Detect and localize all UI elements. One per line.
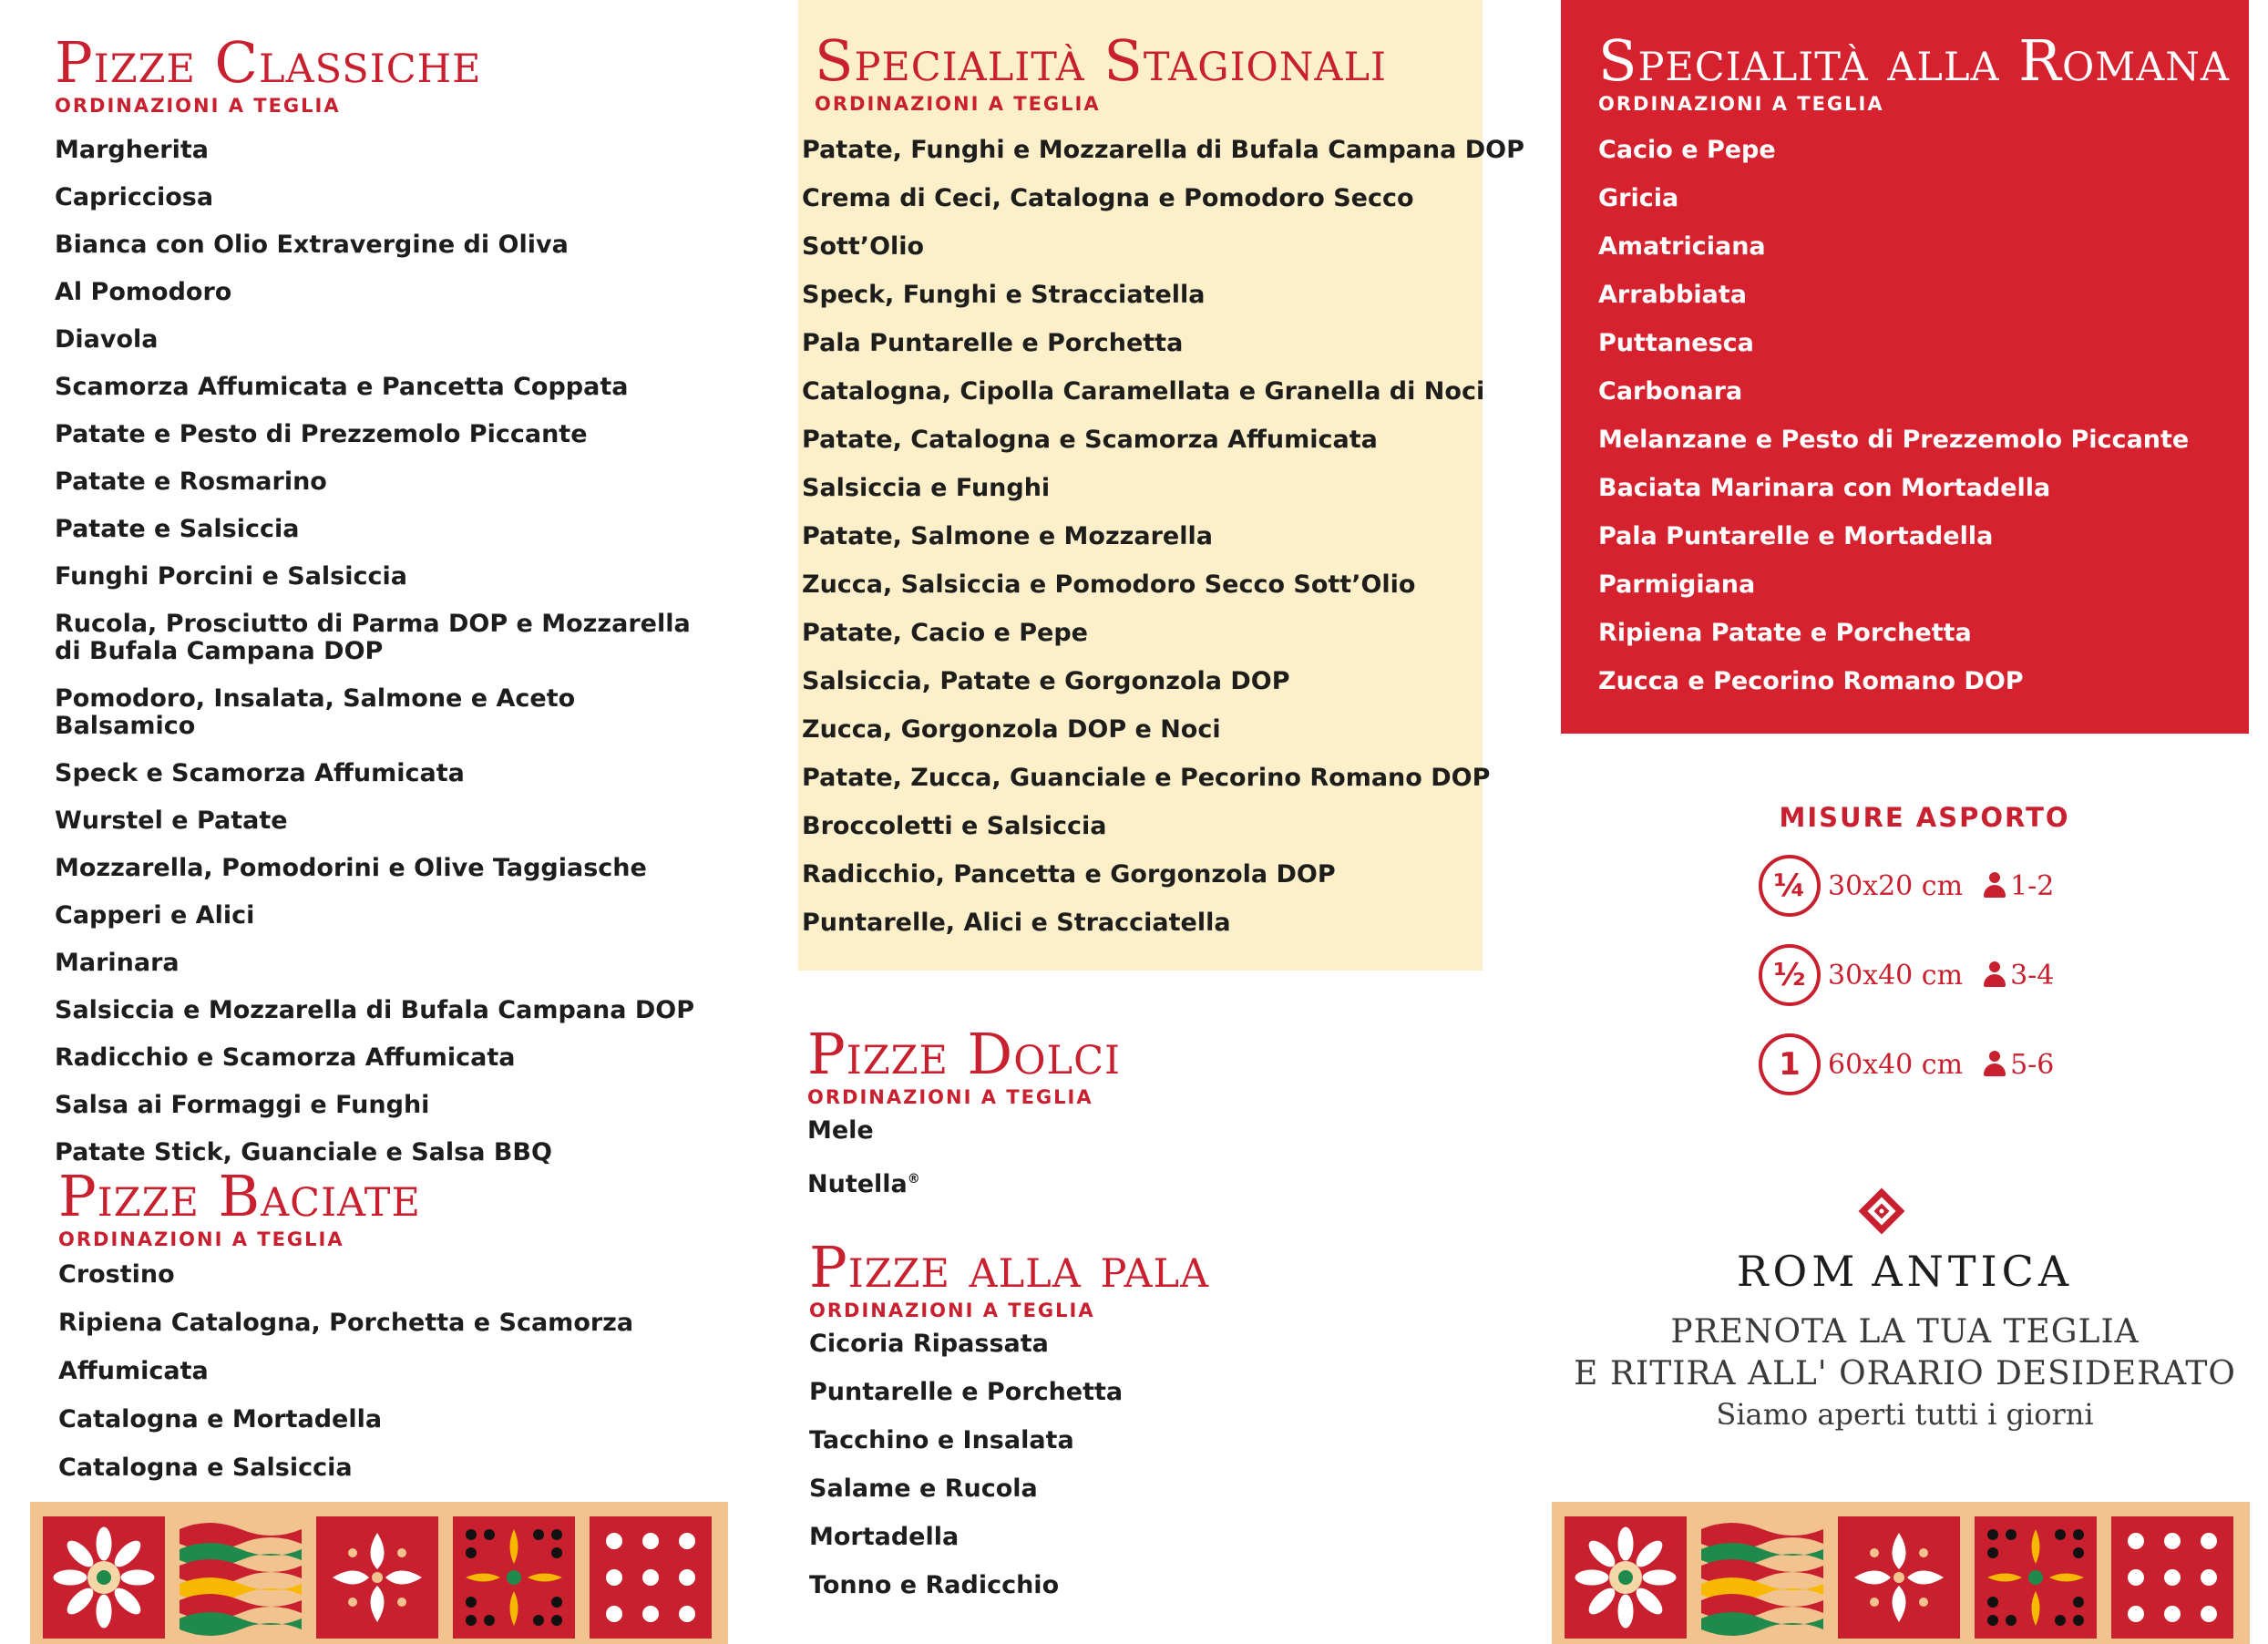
section-title: Pizze Classiche bbox=[55, 29, 482, 96]
menu-item: Arrabbiata bbox=[1598, 281, 1748, 309]
logo-diamond-icon bbox=[1855, 1185, 1908, 1238]
menu-item: Cacio e Pepe bbox=[1598, 136, 1776, 164]
misure-title: MISURE ASPORTO bbox=[1779, 802, 2070, 833]
menu-item-label: Nutella bbox=[807, 1170, 908, 1198]
menu-item-label: Mele bbox=[807, 1116, 874, 1145]
menu-item: Pala Puntarelle e Porchetta bbox=[802, 329, 1184, 357]
size-row bbox=[1759, 939, 2105, 1012]
menu-item: Radicchio, Pancetta e Gorgonzola DOP bbox=[802, 860, 1336, 889]
menu-item: Pomodoro, Insalata, Salmone e Aceto Balsamico bbox=[55, 684, 576, 740]
menu-item: Funghi Porcini e Salsiccia bbox=[55, 562, 407, 591]
section-pizze-alla-pala bbox=[809, 1234, 1447, 1620]
section-subtitle: ORDINAZIONI A TEGLIA bbox=[809, 1300, 1095, 1321]
menu-item: Catalogna e Mortadella bbox=[58, 1405, 383, 1433]
menu-item: Patate e Pesto di Prezzemolo Piccante bbox=[55, 420, 588, 448]
logo-wordmark bbox=[1561, 1230, 2249, 1300]
petal-tile-icon bbox=[1838, 1516, 1960, 1639]
white-dots-tile-icon bbox=[590, 1516, 712, 1639]
menu-item: Zucca, Gorgonzola DOP e Noci bbox=[802, 715, 1221, 744]
dots-cross-tile-icon bbox=[453, 1516, 575, 1639]
size-people: 5-6 bbox=[2010, 1048, 2055, 1081]
menu-item: Mortadella bbox=[809, 1523, 960, 1551]
size-dimensions: 30x40 cm bbox=[1828, 959, 1964, 992]
menu-item: Margherita bbox=[55, 136, 209, 164]
logo-text-left: rom bbox=[1736, 1230, 1860, 1300]
flower-tile-icon bbox=[1565, 1516, 1687, 1639]
menu-item: Patate, Zucca, Guanciale e Pecorino Romano DOP bbox=[802, 764, 1491, 792]
menu-item bbox=[807, 1117, 1445, 1145]
menu-item: Speck e Scamorza Affumicata bbox=[55, 759, 465, 787]
wave-tile-icon bbox=[1701, 1516, 1823, 1639]
menu-item: Salsa ai Formaggi e Funghi bbox=[55, 1091, 430, 1119]
menu-item: Salsiccia e Funghi bbox=[802, 474, 1051, 502]
section-subtitle: ORDINAZIONI A TEGLIA bbox=[55, 95, 341, 117]
registered-mark: ® bbox=[907, 1172, 920, 1187]
menu-item bbox=[807, 1166, 1445, 1198]
section-specialita-romana bbox=[1598, 27, 2236, 716]
tagline-2: E RITIRA ALL' ORARIO DESIDERATO bbox=[1574, 1355, 2236, 1392]
tagline-1: PRENOTA LA TUA TEGLIA bbox=[1670, 1313, 2140, 1351]
logo-text-right: antica bbox=[1872, 1230, 2074, 1300]
section-title: Specialità Stagionali bbox=[815, 27, 1388, 94]
menu-list bbox=[1598, 137, 2236, 695]
menu-item: Puttanesca bbox=[1598, 329, 1754, 357]
menu-item: Pala Puntarelle e Mortadella bbox=[1598, 522, 1994, 550]
section-pizze-baciate bbox=[58, 1163, 714, 1503]
menu-item: Scamorza Affumicata e Pancetta Coppata bbox=[55, 373, 629, 401]
brand-block bbox=[1561, 1185, 2249, 1432]
person-icon bbox=[1983, 1051, 2006, 1078]
menu-item: Melanzane e Pesto di Prezzemolo Piccante bbox=[1598, 426, 2190, 454]
size-people: 1-2 bbox=[2010, 869, 2055, 902]
section-title: Pizze Baciate bbox=[58, 1163, 421, 1229]
person-icon bbox=[1983, 961, 2006, 989]
menu-item: Salame e Rucola bbox=[809, 1474, 1038, 1503]
menu-list bbox=[807, 1117, 1445, 1198]
menu-item: Salsiccia, Patate e Gorgonzola DOP bbox=[802, 667, 1290, 695]
menu-item: Broccoletti e Salsiccia bbox=[802, 812, 1107, 840]
petal-tile-icon bbox=[316, 1516, 438, 1639]
menu-item: Patate, Funghi e Mozzarella di Bufala Campana DOP bbox=[802, 136, 1524, 164]
section-title: Specialità alla Romana bbox=[1598, 27, 2230, 94]
menu-item: Wurstel e Patate bbox=[55, 807, 288, 835]
menu-item: Puntarelle, Alici e Stracciatella bbox=[802, 909, 1231, 937]
flower-tile-icon bbox=[43, 1516, 165, 1639]
section-pizze-classiche bbox=[55, 29, 711, 1187]
menu-item: Zucca, Salsiccia e Pomodoro Secco Sott’Olio bbox=[802, 570, 1416, 599]
decorative-tile-strip bbox=[1552, 1502, 2250, 1644]
section-misure-asporto bbox=[1759, 802, 2105, 1101]
tagline-3: Siamo aperti tutti i giorni bbox=[1716, 1397, 2094, 1432]
size-fraction-badge: 1 bbox=[1759, 1033, 1821, 1095]
section-pizze-dolci bbox=[807, 1021, 1445, 1219]
size-dimensions: 60x40 cm bbox=[1828, 1048, 1964, 1081]
menu-item: Patate, Cacio e Pepe bbox=[802, 619, 1088, 647]
size-row bbox=[1759, 849, 2105, 922]
section-subtitle: ORDINAZIONI A TEGLIA bbox=[1598, 93, 1884, 115]
section-subtitle: ORDINAZIONI A TEGLIA bbox=[58, 1228, 344, 1250]
menu-item: Carbonara bbox=[1598, 377, 1743, 406]
size-fraction-badge: ¼ bbox=[1759, 855, 1821, 917]
section-subtitle: ORDINAZIONI A TEGLIA bbox=[807, 1086, 1093, 1108]
menu-item: Crema di Ceci, Catalogna e Pomodoro Secco bbox=[802, 184, 1414, 212]
menu-list bbox=[809, 1331, 1447, 1599]
dots-cross-tile-icon bbox=[1975, 1516, 2097, 1639]
menu-item: Patate e Salsiccia bbox=[55, 515, 300, 543]
menu-item: Marinara bbox=[55, 949, 180, 977]
menu-item: Gricia bbox=[1598, 184, 1679, 212]
menu-item: Speck, Funghi e Stracciatella bbox=[802, 281, 1206, 309]
size-people: 3-4 bbox=[2010, 959, 2055, 992]
menu-item: Bianca con Olio Extravergine di Oliva bbox=[55, 231, 569, 259]
menu-item: Catalogna, Cipolla Caramellata e Granella di Noci bbox=[802, 377, 1485, 406]
menu-item: Patate e Rosmarino bbox=[55, 468, 327, 496]
white-dots-tile-icon bbox=[2111, 1516, 2233, 1639]
person-icon bbox=[1983, 872, 2006, 899]
menu-item: Crostino bbox=[58, 1260, 175, 1289]
wave-tile-icon bbox=[180, 1516, 302, 1639]
menu-list bbox=[58, 1261, 714, 1482]
menu-item: Baciata Marinara con Mortadella bbox=[1598, 474, 2051, 502]
menu-item: Al Pomodoro bbox=[55, 278, 232, 306]
section-subtitle: ORDINAZIONI A TEGLIA bbox=[815, 93, 1101, 115]
menu-item: Diavola bbox=[55, 325, 159, 354]
menu-item: Puntarelle e Porchetta bbox=[809, 1378, 1124, 1406]
section-title: Pizze Dolci bbox=[807, 1021, 1121, 1087]
section-title: Pizze alla pala bbox=[809, 1234, 1210, 1300]
menu-item: Capperi e Alici bbox=[55, 901, 255, 930]
menu-item: Salsiccia e Mozzarella di Bufala Campana DOP bbox=[55, 996, 694, 1024]
menu-item: Rucola, Prosciutto di Parma DOP e Mozzarella di Bufala Campana DOP bbox=[55, 610, 691, 665]
menu-item: Capricciosa bbox=[55, 183, 214, 211]
menu-item: Ripiena Patate e Porchetta bbox=[1598, 619, 1972, 647]
menu-item: Affumicata bbox=[58, 1357, 209, 1385]
size-row bbox=[1759, 1028, 2105, 1101]
menu-list bbox=[55, 137, 711, 1166]
menu-item: Tonno e Radicchio bbox=[809, 1571, 1060, 1599]
menu-item: Mozzarella, Pomodorini e Olive Taggiasche bbox=[55, 854, 647, 882]
menu-item: Zucca e Pecorino Romano DOP bbox=[1598, 667, 2024, 695]
menu-item: Catalogna e Salsiccia bbox=[58, 1454, 353, 1482]
size-dimensions: 30x20 cm bbox=[1828, 869, 1964, 902]
decorative-tile-strip bbox=[30, 1502, 728, 1644]
menu-item: Patate, Salmone e Mozzarella bbox=[802, 522, 1213, 550]
menu-item: Tacchino e Insalata bbox=[809, 1426, 1074, 1454]
menu-item: Amatriciana bbox=[1598, 232, 1766, 261]
size-fraction-badge: ½ bbox=[1759, 944, 1821, 1006]
menu-item: Patate, Catalogna e Scamorza Affumicata bbox=[802, 426, 1378, 454]
menu-item: Radicchio e Scamorza Affumicata bbox=[55, 1043, 516, 1072]
menu-item: Cicoria Ripassata bbox=[809, 1330, 1049, 1358]
menu-item: Parmigiana bbox=[1598, 570, 1756, 599]
section-specialita-stagionali bbox=[802, 27, 1524, 958]
menu-item: Sott’Olio bbox=[802, 232, 925, 261]
menu-item: Ripiena Catalogna, Porchetta e Scamorza bbox=[58, 1309, 634, 1337]
menu-item: Patate Stick, Guanciale e Salsa BBQ bbox=[55, 1138, 552, 1166]
menu-list bbox=[802, 136, 1524, 937]
